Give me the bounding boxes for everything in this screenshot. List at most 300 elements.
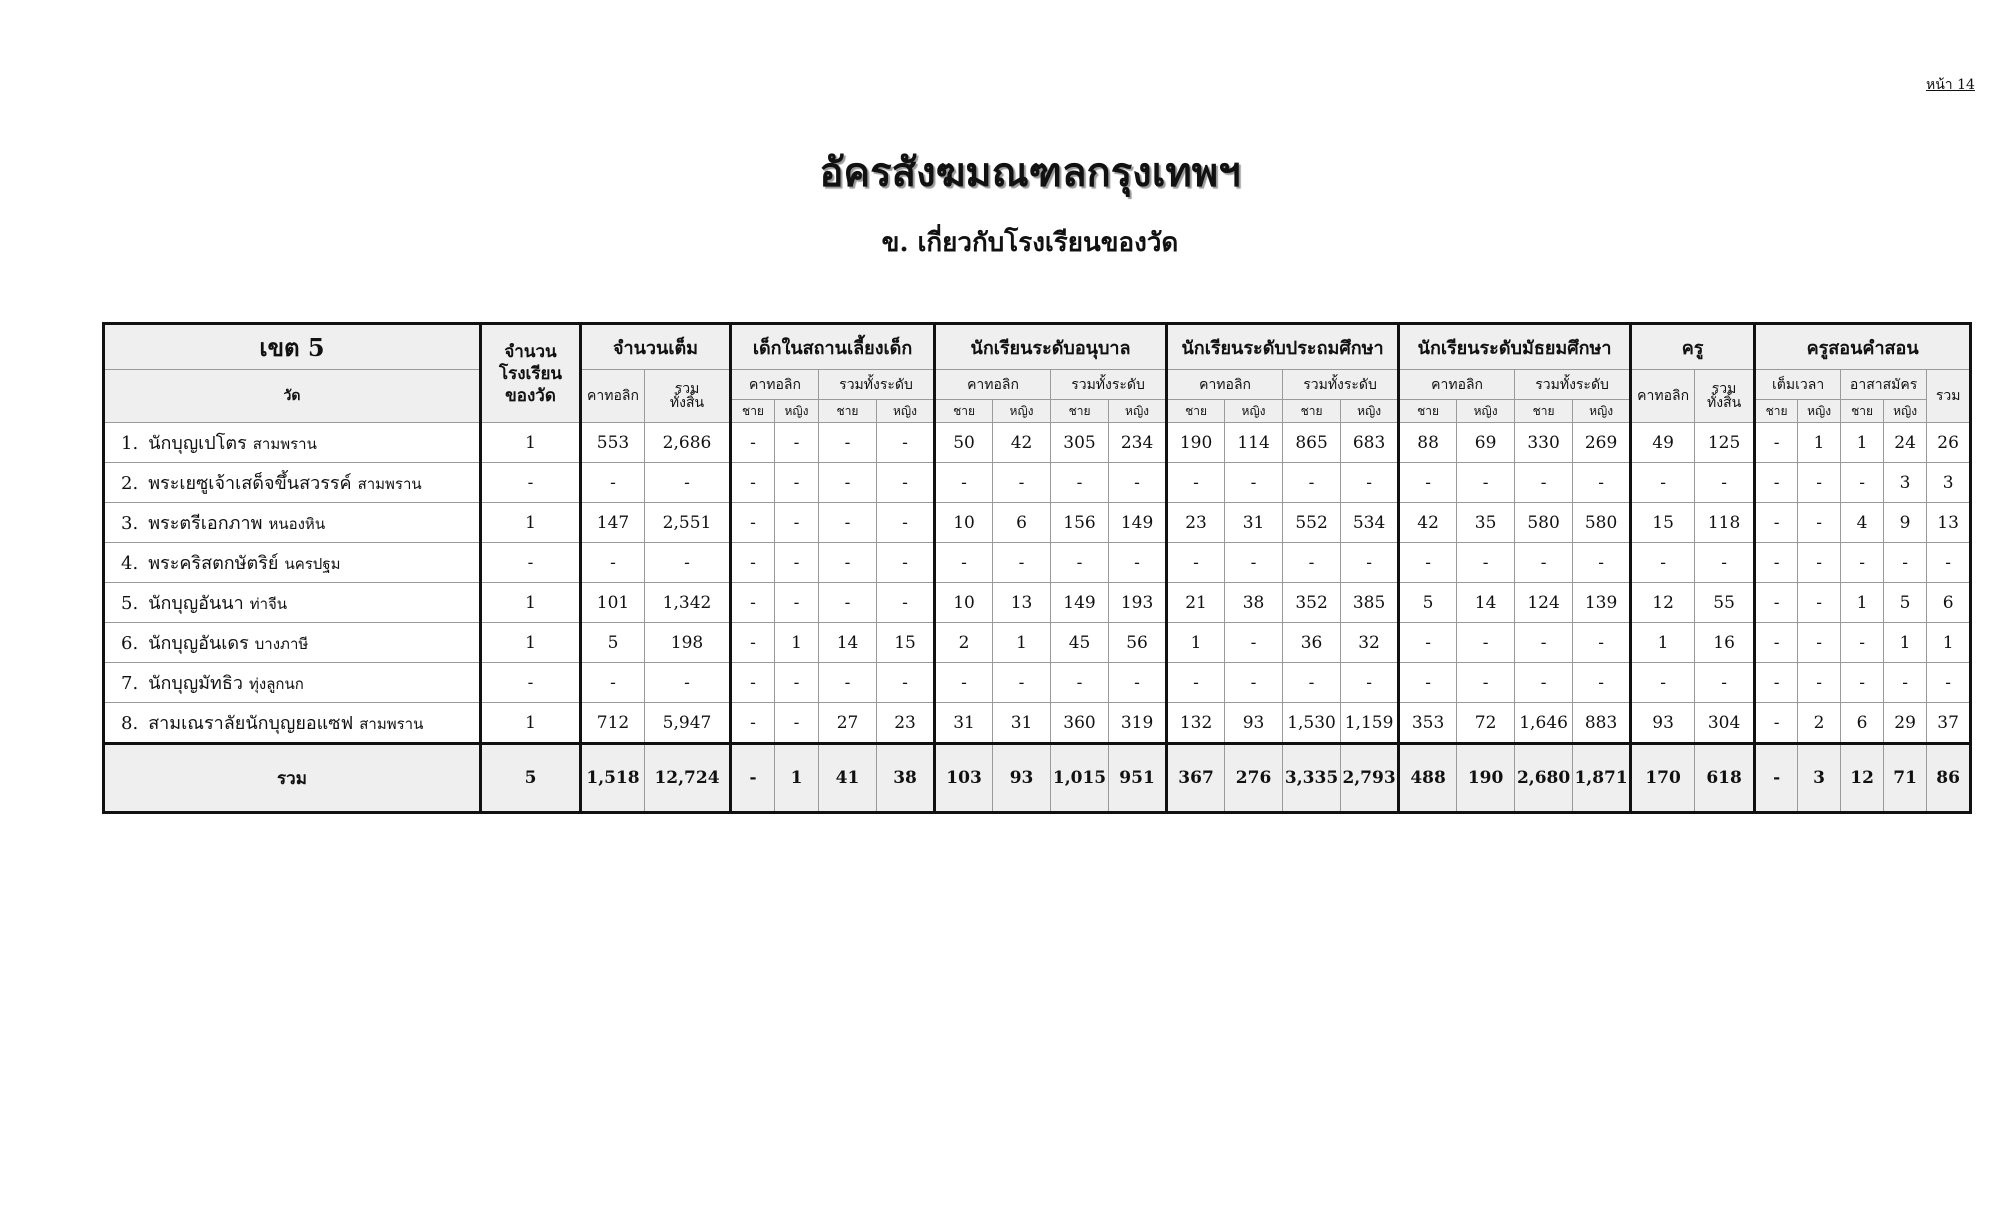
value-cell: - [1109,463,1167,503]
value-cell: 139 [1573,583,1631,623]
value-cell: - [1515,623,1573,663]
female-header: หญิง [1225,400,1283,423]
value-cell: - [1573,623,1631,663]
value-cell: 683 [1341,423,1399,463]
value-cell: - [1109,543,1167,583]
row-number: 6. [121,633,139,654]
total-value-cell: 951 [1109,744,1167,813]
value-cell: - [1167,463,1225,503]
value-cell: - [819,663,877,703]
total-value-cell: 190 [1457,744,1515,813]
value-cell: 198 [645,623,731,663]
total-value-cell: 5 [481,744,581,813]
full-catholic-header: คาทอลิก [581,370,645,423]
orphanage-header: เด็กในสถานเลี้ยงเด็ก [731,324,935,370]
value-cell: - [1167,663,1225,703]
value-cell: - [731,623,775,663]
value-cell: 5 [581,623,645,663]
value-cell: 23 [877,703,935,744]
value-cell: - [731,583,775,623]
value-cell: 114 [1225,423,1283,463]
value-cell: 1 [1167,623,1225,663]
value-cell: - [1798,503,1841,543]
table-row [104,623,1971,663]
value-cell: 42 [993,423,1051,463]
value-cell: - [1515,463,1573,503]
value-cell: 45 [1051,623,1109,663]
value-cell: - [1167,543,1225,583]
male-header: ชาย [731,400,775,423]
row-number: 3. [121,513,139,534]
value-cell: - [1798,583,1841,623]
male-header: ชาย [1283,400,1341,423]
value-cell: 1 [481,623,581,663]
total-value-cell: 41 [819,744,877,813]
male-header: ชาย [1755,400,1798,423]
value-cell: 353 [1399,703,1457,744]
value-cell: 5 [1884,583,1927,623]
wat-name-cell [104,663,481,703]
value-cell: - [481,543,581,583]
teacher-header: ครู [1631,324,1755,370]
value-cell: 26 [1927,423,1971,463]
value-cell: - [775,583,819,623]
value-cell: - [731,423,775,463]
value-cell: - [1631,463,1695,503]
value-cell: - [1755,703,1798,744]
value-cell: 32 [1341,623,1399,663]
value-cell: 534 [1341,503,1399,543]
wat-name-cell [104,583,481,623]
wat-name-cell [104,423,481,463]
value-cell: - [1841,623,1884,663]
value-cell: 580 [1573,503,1631,543]
value-cell: 9 [1884,503,1927,543]
wat-name-cell [104,543,481,583]
value-cell: - [481,663,581,703]
value-cell: 2,551 [645,503,731,543]
female-header: หญิง [1573,400,1631,423]
wat-name: นักบุญอันเดร [148,633,249,654]
kinder-catholic-header: คาทอลิก [935,370,1051,400]
teacher-total-header [1695,370,1755,423]
catechist-sum-header: รวม [1927,370,1971,423]
primary-header: นักเรียนระดับประถมศึกษา [1167,324,1399,370]
value-cell: - [1109,663,1167,703]
value-cell: - [1755,503,1798,543]
female-header: หญิง [993,400,1051,423]
value-cell: 1 [1798,423,1841,463]
value-cell: - [819,463,877,503]
wat-location: ท่าจีน [249,595,288,613]
value-cell: - [1695,663,1755,703]
value-cell: - [1695,543,1755,583]
value-cell: 49 [1631,423,1695,463]
total-value-cell: 488 [1399,744,1457,813]
value-cell: - [1225,543,1283,583]
value-cell: - [1755,623,1798,663]
value-cell: 15 [877,623,935,663]
value-cell: - [645,463,731,503]
table-row [104,503,1971,543]
male-header: ชาย [935,400,993,423]
value-cell: 5 [1399,583,1457,623]
value-cell: - [1755,543,1798,583]
total-value-cell: 276 [1225,744,1283,813]
total-value-cell: 1 [775,744,819,813]
row-number: 7. [121,673,139,694]
row-number: 2. [121,473,139,494]
value-cell: - [1755,463,1798,503]
value-cell: - [1051,663,1109,703]
value-cell: - [993,663,1051,703]
wat-location: สามพราน [359,715,424,733]
value-cell: 1 [1884,623,1927,663]
school-count-header: จำนวน โรงเรียน ของวัด [481,324,581,423]
value-cell: 14 [819,623,877,663]
value-cell: 147 [581,503,645,543]
value-cell: 156 [1051,503,1109,543]
value-cell: 865 [1283,423,1341,463]
secondary-header: นักเรียนระดับมัธยมศึกษา [1399,324,1631,370]
value-cell: 360 [1051,703,1109,744]
value-cell: 319 [1109,703,1167,744]
orphan-catholic-header: คาทอลิก [731,370,819,400]
wat-name-cell [104,503,481,543]
value-cell: - [775,703,819,744]
value-cell: 14 [1457,583,1515,623]
value-cell: - [819,423,877,463]
value-cell: - [1283,463,1341,503]
value-cell: - [1225,663,1283,703]
value-cell: - [731,503,775,543]
female-header: หญิง [1798,400,1841,423]
value-cell: 42 [1399,503,1457,543]
value-cell: 31 [1225,503,1283,543]
total-all-line2: ทั้งสิ้น [669,395,705,411]
value-cell: 269 [1573,423,1631,463]
value-cell: 37 [1927,703,1971,744]
value-cell: - [775,503,819,543]
value-cell: - [481,463,581,503]
value-cell: 31 [993,703,1051,744]
female-header: หญิง [775,400,819,423]
value-cell: 38 [1225,583,1283,623]
wat-name: พระคริสตกษัตริย์ [148,553,279,574]
value-cell: 1 [1927,623,1971,663]
value-cell: 1,159 [1341,703,1399,744]
value-cell: - [1051,543,1109,583]
total-value-cell: 618 [1695,744,1755,813]
value-cell: 553 [581,423,645,463]
value-cell: - [1399,463,1457,503]
value-cell: - [819,543,877,583]
table-row [104,543,1971,583]
value-cell: - [877,463,935,503]
male-header: ชาย [1051,400,1109,423]
total-value-cell: 38 [877,744,935,813]
value-cell: 193 [1109,583,1167,623]
value-cell: 304 [1695,703,1755,744]
orphan-total-header: รวมทั้งระดับ [819,370,935,400]
total-all-line2: ทั้งสิ้น [1707,395,1742,411]
female-header: หญิง [1109,400,1167,423]
value-cell: 352 [1283,583,1341,623]
primary-catholic-header: คาทอลิก [1167,370,1283,400]
catechist-header: ครูสอนคำสอน [1755,324,1971,370]
value-cell: - [581,663,645,703]
female-header: หญิง [1457,400,1515,423]
value-cell: - [581,463,645,503]
value-cell: 16 [1695,623,1755,663]
female-header: หญิง [1884,400,1927,423]
total-value-cell: 170 [1631,744,1695,813]
value-cell: - [1399,623,1457,663]
value-cell: 36 [1283,623,1341,663]
value-cell: 24 [1884,423,1927,463]
value-cell: - [1695,463,1755,503]
value-cell: - [1927,543,1971,583]
value-cell: - [1457,623,1515,663]
female-header: หญิง [877,400,935,423]
total-value-cell: - [1755,744,1798,813]
value-cell: 1 [481,423,581,463]
total-value-cell: 1,518 [581,744,645,813]
row-number: 4. [121,553,139,574]
total-value-cell: 367 [1167,744,1225,813]
row-number: 8. [121,713,139,734]
value-cell: 149 [1051,583,1109,623]
value-cell: 93 [1225,703,1283,744]
value-cell: 883 [1573,703,1631,744]
value-cell: 125 [1695,423,1755,463]
value-cell: - [775,463,819,503]
value-cell: - [1631,663,1695,703]
wat-location: บางภาษี [254,635,309,653]
value-cell: - [581,543,645,583]
value-cell: 712 [581,703,645,744]
female-header: หญิง [1341,400,1399,423]
value-cell: - [1798,463,1841,503]
value-cell: 149 [1109,503,1167,543]
table-row [104,663,1971,703]
value-cell: 4 [1841,503,1884,543]
value-cell: - [1515,663,1573,703]
value-cell: - [1841,543,1884,583]
row-number: 1. [121,433,139,454]
value-cell: 1 [481,583,581,623]
value-cell: 21 [1167,583,1225,623]
value-cell: - [1399,663,1457,703]
total-row [104,744,1971,813]
value-cell: 6 [993,503,1051,543]
value-cell: 190 [1167,423,1225,463]
zone-header: เขต 5 [104,324,481,370]
value-cell: 385 [1341,583,1399,623]
value-cell: 1 [775,623,819,663]
kinder-total-header: รวมทั้งระดับ [1051,370,1167,400]
total-value-cell: - [731,744,775,813]
male-header: ชาย [819,400,877,423]
wat-name: นักบุญเปโตร [148,433,247,454]
value-cell: 13 [1927,503,1971,543]
value-cell: 330 [1515,423,1573,463]
value-cell: 1,530 [1283,703,1341,744]
value-cell: 72 [1457,703,1515,744]
value-cell: 1 [1841,583,1884,623]
value-cell: - [1341,663,1399,703]
value-cell: - [775,423,819,463]
value-cell: 10 [935,583,993,623]
value-cell: - [1225,623,1283,663]
page-title: อัครสังฆมณฑลกรุงเทพฯ [819,149,1241,196]
wat-location: นครปฐม [284,555,341,573]
wat-name-cell [104,703,481,744]
value-cell: 27 [819,703,877,744]
value-cell: 6 [1841,703,1884,744]
value-cell: 234 [1109,423,1167,463]
value-cell: - [1457,543,1515,583]
male-header: ชาย [1399,400,1457,423]
total-value-cell: 1,871 [1573,744,1631,813]
total-label: รวม [104,744,481,813]
value-cell: 3 [1927,463,1971,503]
male-header: ชาย [1841,400,1884,423]
value-cell: - [1283,663,1341,703]
value-cell: - [731,663,775,703]
value-cell: 552 [1283,503,1341,543]
row-number: 5. [121,593,139,614]
value-cell: 3 [1884,463,1927,503]
value-cell: - [877,543,935,583]
wat-location: สามพราน [357,475,422,493]
value-cell: - [993,543,1051,583]
value-cell: - [935,663,993,703]
value-cell: 12 [1631,583,1695,623]
value-cell: - [645,543,731,583]
value-cell: - [1573,663,1631,703]
value-cell: - [1798,663,1841,703]
value-cell: 580 [1515,503,1573,543]
value-cell: 1 [481,503,581,543]
value-cell: - [645,663,731,703]
value-cell: 5,947 [645,703,731,744]
value-cell: - [819,583,877,623]
wat-name-cell [104,623,481,663]
table-row [104,703,1971,744]
value-cell: - [877,503,935,543]
value-cell: 2 [1798,703,1841,744]
value-cell: 55 [1695,583,1755,623]
value-cell: - [1457,663,1515,703]
value-cell: 93 [1631,703,1695,744]
total-all-line1: รวม [674,381,700,397]
value-cell: 2,686 [645,423,731,463]
value-cell: 1,342 [645,583,731,623]
value-cell: 1,646 [1515,703,1573,744]
wat-header: วัด [104,370,481,423]
value-cell: 50 [935,423,993,463]
value-cell: - [731,463,775,503]
table-row [104,583,1971,623]
wat-name: พระตรีเอกภาพ [148,513,263,534]
page-subtitle: ข. เกี่ยวกับโรงเรียนของวัด [881,228,1179,258]
total-all-line1: รวม [1711,381,1737,397]
value-cell: - [1798,623,1841,663]
male-header: ชาย [1515,400,1573,423]
value-cell: - [1515,543,1573,583]
value-cell: 305 [1051,423,1109,463]
value-cell: - [877,663,935,703]
value-cell: 101 [581,583,645,623]
value-cell: 2 [935,623,993,663]
total-value-cell: 71 [1884,744,1927,813]
value-cell: 15 [1631,503,1695,543]
value-cell: - [731,543,775,583]
total-value-cell: 3,335 [1283,744,1341,813]
wat-name: นักบุญอันนา [148,593,244,614]
value-cell: 10 [935,503,993,543]
teacher-catholic-header: คาทอลิก [1631,370,1695,423]
value-cell: - [1884,543,1927,583]
value-cell: - [1755,423,1798,463]
school-statistics-table [102,322,1972,814]
value-cell: - [775,663,819,703]
catechist-fulltime-header: เต็มเวลา [1755,370,1841,400]
value-cell: - [993,463,1051,503]
value-cell: 29 [1884,703,1927,744]
total-value-cell: 2,793 [1341,744,1399,813]
value-cell: - [877,423,935,463]
kindergarten-header: นักเรียนระดับอนุบาล [935,324,1167,370]
value-cell: - [1399,543,1457,583]
value-cell: - [1283,543,1341,583]
value-cell: - [1755,663,1798,703]
wat-name: สามเณราลัยนักบุญยอแซฟ [148,713,354,734]
value-cell: 124 [1515,583,1573,623]
wat-name: พระเยซูเจ้าเสด็จขึ้นสวรรค์ [148,473,352,494]
wat-location: สามพราน [252,435,317,453]
total-value-cell: 12,724 [645,744,731,813]
catechist-volunteer-header: อาสาสมัคร [1841,370,1927,400]
wat-location: ทุ่งลูกนก [248,675,304,693]
wat-name: นักบุญมัทธิว [148,673,243,694]
value-cell: 1 [481,703,581,744]
total-value-cell: 86 [1927,744,1971,813]
value-cell: 118 [1695,503,1755,543]
value-cell: 88 [1399,423,1457,463]
value-cell: 23 [1167,503,1225,543]
value-cell: - [731,703,775,744]
value-cell: - [1798,543,1841,583]
value-cell: - [877,583,935,623]
value-cell: 69 [1457,423,1515,463]
table-row [104,463,1971,503]
value-cell: - [1841,463,1884,503]
value-cell: 1 [1631,623,1695,663]
value-cell: - [1457,463,1515,503]
value-cell: 35 [1457,503,1515,543]
value-cell: - [1225,463,1283,503]
value-cell: 1 [993,623,1051,663]
total-value-cell: 103 [935,744,993,813]
value-cell: 31 [935,703,993,744]
total-value-cell: 1,015 [1051,744,1109,813]
value-cell: - [1573,543,1631,583]
value-cell: - [1927,663,1971,703]
secondary-catholic-header: คาทอลิก [1399,370,1515,400]
male-header: ชาย [1167,400,1225,423]
